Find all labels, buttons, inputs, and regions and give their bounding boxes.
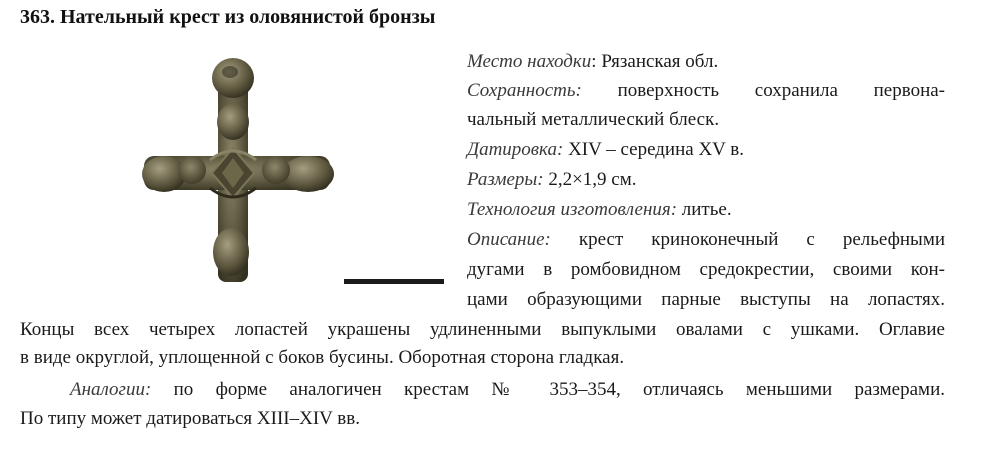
field-value: по форме аналогичен крестам № 353–354, отличаясь меньшими размерами. [173,379,945,400]
description-line-2: дугами в ромбовидном средокрестии, своими кон- [467,259,945,280]
scale-bar [344,279,444,284]
field-value: Рязанская обл. [601,51,719,72]
field-label: Датировка: [467,139,564,160]
field-label: Размеры: [467,169,544,190]
field-value: поверхность сохранила первона- [617,80,945,101]
field-label: Описание: [467,229,551,250]
cross-photo [130,52,340,292]
field-value: крест криноконечный с рельефными [578,229,946,250]
field-analogies [70,380,945,399]
field-label: Технология изготовления: [467,199,678,220]
field-label: Место находки [467,51,592,72]
description-line-4: Концы всех четырех лопастей украшены удлиненными выпуклыми овалами с ушками. Оглавие [20,319,945,340]
field-value: литье. [681,199,732,220]
description-line-3: цами образующими парные выступы на лопастях. [467,289,945,310]
field-dating [467,140,945,159]
field-value: XIV – середина XV в. [568,139,745,160]
field-preservation-cont: чальный металлический блеск. [467,109,720,130]
field-preservation [467,81,945,100]
analogies-line-2: По типу может датироваться XIII–XIV вв. [20,408,360,429]
catalog-heading: 363. Нательный крест из оловянистой бронзы [20,6,436,28]
field-place: Место находки: Рязанская обл. [467,51,719,72]
field-label: Сохранность: [467,80,582,101]
description-line-5: в виде округлой, уплощенной с боков бусины. Оборотная сторона гладкая. [20,347,625,368]
field-description [467,230,945,249]
field-value: 2,2×1,9 см. [548,169,637,190]
field-size [467,170,945,189]
field-label: Аналогии: [70,379,152,400]
field-technology [467,200,945,219]
